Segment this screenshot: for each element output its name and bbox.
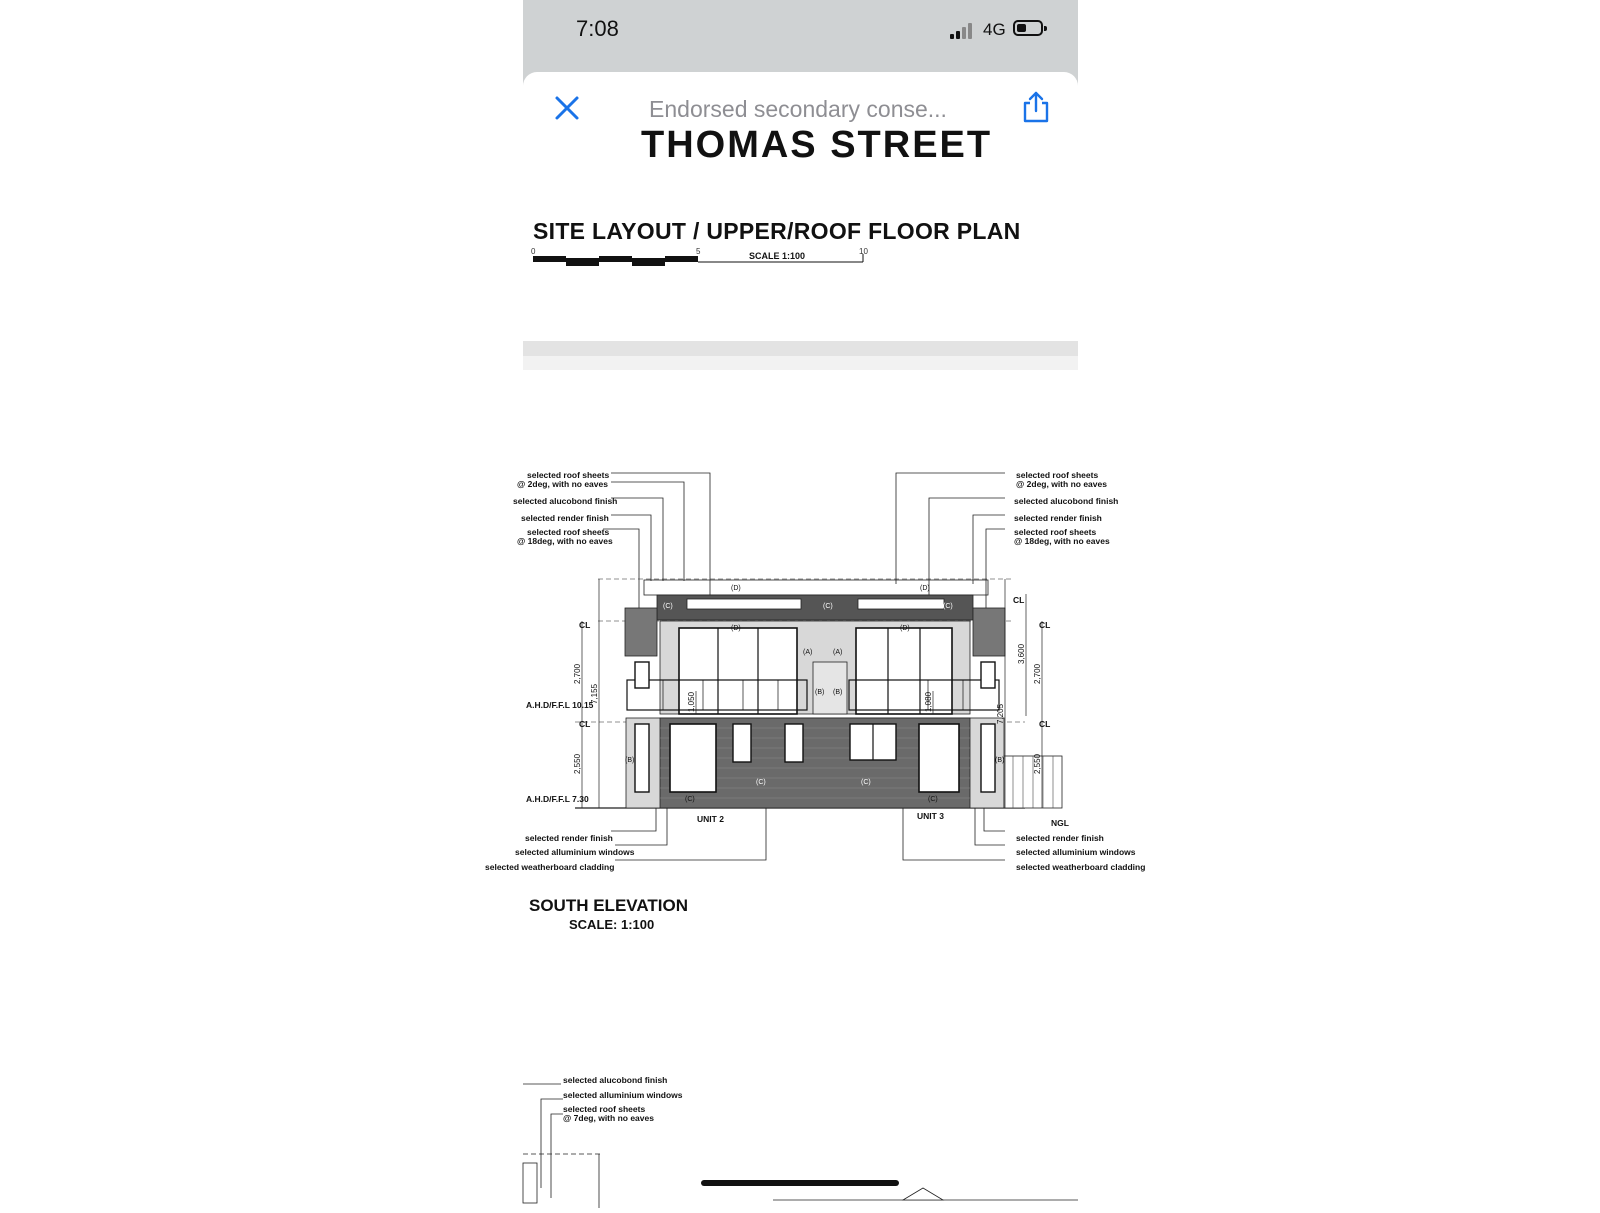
level-ffl-10-15: A.H.D/F.F.L 10.15 [526, 700, 594, 710]
bottom-note-4: @ 7deg, with no eaves [563, 1113, 654, 1123]
tag-b-3: (B) [625, 757, 635, 764]
level-cl-5: CL [1039, 719, 1051, 729]
tag-b-2: (B) [833, 689, 843, 696]
share-button[interactable] [1021, 90, 1051, 124]
note-right-bottom-2: selected alluminium windows [1016, 847, 1136, 857]
page-separator-shadow [523, 356, 1078, 370]
level-cl-1: CL [579, 620, 591, 630]
bottom-note-3: selected roof sheets [563, 1104, 646, 1114]
level-cl-3: CL [1013, 595, 1025, 605]
level-cl-4: CL [1039, 620, 1051, 630]
note-right-6: @ 18deg, with no eaves [1014, 536, 1110, 546]
close-icon [553, 94, 581, 122]
dim-2550-right: 2,550 [1033, 753, 1042, 774]
tag-d-3: (D) [731, 625, 741, 632]
bottom-note-1: selected alucobond finish [563, 1075, 668, 1085]
level-ffl-7-30: A.H.D/F.F.L 7.30 [526, 794, 589, 804]
dim-2550-left: 2,550 [573, 753, 582, 774]
tag-c-3: (C) [943, 603, 953, 610]
level-cl-2: CL [579, 719, 591, 729]
tag-c-4: (C) [756, 779, 766, 786]
scale-label: SCALE 1:100 [749, 251, 806, 261]
dim-2700-left: 2,700 [573, 663, 582, 684]
dim-2700-right: 2,700 [1033, 663, 1042, 684]
signal-icon [950, 21, 976, 39]
note-left-4: selected render finish [521, 513, 609, 523]
close-button[interactable] [553, 94, 581, 122]
note-left-5: selected roof sheets [527, 527, 610, 537]
elevation-scale: SCALE: 1:100 [569, 917, 655, 932]
tag-c-7: (C) [928, 796, 938, 803]
tag-b-4: (B) [995, 757, 1005, 764]
note-right-4: selected render finish [1014, 513, 1102, 523]
unit-3-label: UNIT 3 [917, 811, 944, 821]
street-name: THOMAS STREET [641, 124, 993, 166]
note-left-3: selected alucobond finish [513, 496, 618, 506]
tag-c-5: (C) [861, 779, 871, 786]
note-right-5: selected roof sheets [1014, 527, 1097, 537]
tag-c-2: (C) [823, 603, 833, 610]
tag-c-6: (C) [685, 796, 695, 803]
tag-d-2: (D) [920, 585, 930, 592]
note-left-2: @ 2deg, with no eaves [517, 479, 608, 489]
tag-d-1: (D) [731, 585, 741, 592]
share-icon [1021, 90, 1051, 124]
note-left-1: selected roof sheets [527, 470, 610, 480]
document-viewer[interactable] [485, 124, 1146, 1200]
note-left-bottom-3: selected weatherboard cladding [485, 862, 615, 872]
tag-a-2: (A) [833, 649, 843, 656]
unit-2-label: UNIT 2 [697, 814, 724, 824]
tag-d-4: (D) [900, 625, 910, 632]
elevation-title: SOUTH ELEVATION [529, 896, 688, 915]
dim-1050: 1,050 [687, 691, 696, 712]
note-left-bottom-1: selected render finish [525, 833, 613, 843]
note-right-2: @ 2deg, with no eaves [1016, 479, 1107, 489]
note-right-bottom-1: selected render finish [1016, 833, 1104, 843]
document-title: Endorsed secondary conse... [649, 96, 947, 122]
home-indicator[interactable] [701, 1180, 899, 1186]
phone-screen [485, 0, 1146, 1200]
tag-c-1: (C) [663, 603, 673, 610]
tag-a-1: (A) [803, 649, 813, 656]
scale-bar [531, 244, 871, 279]
note-right-1: selected roof sheets [1016, 470, 1099, 480]
note-right-bottom-3: selected weatherboard cladding [1016, 862, 1146, 872]
dim-7205: 7,205 [996, 703, 1005, 724]
note-left-6: @ 18deg, with no eaves [517, 536, 613, 546]
scale-tick-10: 10 [859, 247, 868, 256]
status-time: 7:08 [576, 16, 619, 41]
note-right-3: selected alucobond finish [1014, 496, 1119, 506]
scale-tick-0: 0 [531, 247, 536, 256]
page-separator [523, 341, 1078, 356]
scale-tick-5: 5 [696, 247, 701, 256]
plan-title: SITE LAYOUT / UPPER/ROOF FLOOR PLAN [533, 218, 1021, 244]
dim-1080: 1,080 [924, 691, 933, 712]
dim-7155: 7,155 [590, 683, 599, 704]
level-ngl: NGL [1051, 818, 1069, 828]
battery-icon [1013, 20, 1043, 36]
bottom-note-2: selected alluminium windows [563, 1090, 683, 1100]
note-left-bottom-2: selected alluminium windows [515, 847, 635, 857]
tag-b-1: (B) [815, 689, 825, 696]
network-type: 4G [983, 20, 1006, 39]
dim-3600: 3,600 [1017, 643, 1026, 664]
